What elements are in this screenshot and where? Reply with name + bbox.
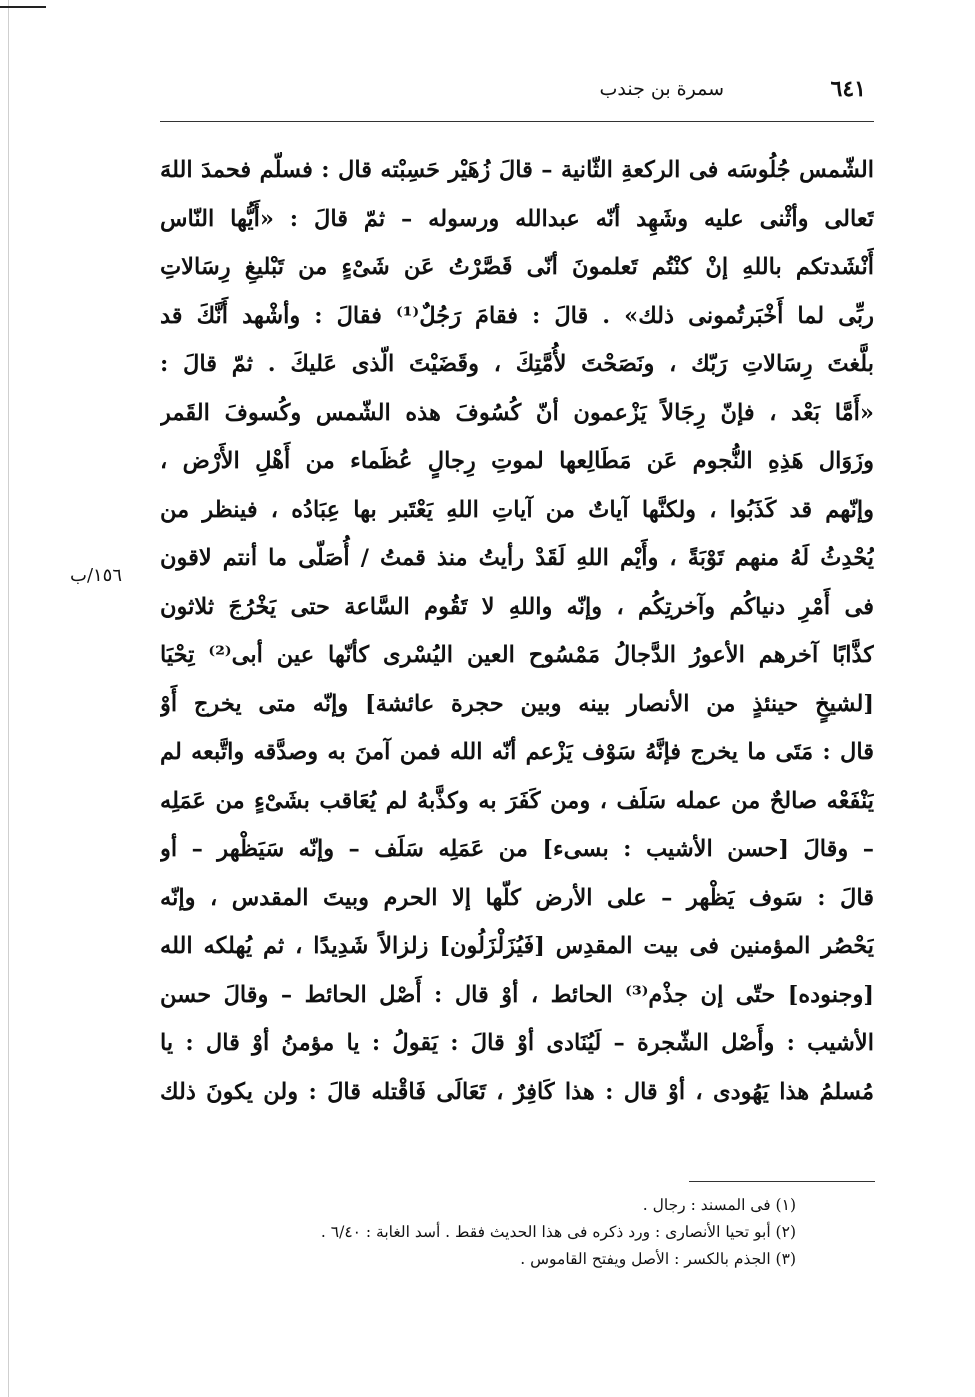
footnotes — [160, 1192, 796, 1273]
text-line: كذَّابًا آخرهم الأعورُ الدَّجالُ مَمْسُوح العين اليُسْرى كأنّها عين أبى⁽²⁾ تِحْيَا — [160, 642, 874, 668]
text-line: يُحْدِثُ لَهُ منهم تَوْبَةً ، وأَيْم اللهِ لَقَدْ رأيتُ منذ قمتُ / أُصَلّى ما أنتم لاقون — [160, 545, 874, 571]
page-header — [160, 72, 874, 110]
scan-corner-mark — [0, 6, 46, 8]
text-line: بلَّغتَ رِسَالاتِ رَبّك ، ونَصَحْتَ لأُمَّتِكَ ، وقَضَيْتَ الّذى عَليكَ . ثمّ قالَ : — [160, 351, 874, 377]
footnote-1: (١) فى المسند : رجال . — [642, 1196, 796, 1214]
text-line: وإنّهم قد كَذَبُوا ، ولكنَّها آياتٌ من آياتِ اللهِ يَعْتَبر بها عِبَادُه ، فينظر من — [160, 496, 874, 523]
text-line: وزَوَال هَذِهِ النُّجوم عَن مَطَالِعها لموتِ رِجالٍ عُظَماء من أَهْلِ الأَرْض ، — [160, 448, 874, 474]
text-line: ربِّى لما أَخْبَرتُمونى ذلك» . قالَ : فقامَ رَجُلٌ⁽¹⁾ فقالَ : وأشْهد أَنَّكَ قد — [160, 302, 874, 329]
footnote-2: (٢) أبو تحيا الأنصارى : ورد ذكره فى هذا الحديث فقط . أسد الغابة : ٦/٤٠ . — [320, 1223, 796, 1241]
text-line: مُسلمُ هذا يَهُودى ، أوْ قال : هذا كَافِرٌ ، تَعَالَى فَاقْتله قالَ : ولن يكونَ ذلك — [160, 1078, 874, 1105]
text-line: الأشيب : وأَصْل الشّجرة – لَيُنَادى أوْ قالَ : يَقولُ : يا مؤمنُ أوْ قال : يا — [160, 1030, 874, 1056]
text-line: تَعالى وأثْنى عليه وشَهِد أنّه عبدالله ورسوله – ثمّ قالَ : «أَيُّها النّاس — [160, 205, 874, 232]
text-line: فى أَمْرِ دنياكُم وآخرتِكُم ، وإنّه واللهِ لا تَقُوم السَّاعة حتى يَخْرُجَ ثلاثون — [160, 593, 874, 620]
text-line: – وقالَ [حسن الأشيب : بسىء] من عَمَلِه سَلَف – وإنّه سَيَظْهر – أو — [160, 836, 874, 862]
text-line: الشّمس جُلُوسَه فى الركعةِ الثّانية – قالَ زُهَيْر حَسِبْته قال : فسلّم فحمدَ اللهَ — [160, 157, 874, 183]
page-number: ٦٤١ — [830, 76, 866, 102]
text-line: يَحْصُر المؤمنين فى بيت المقدِس [فَيُزَلْزَلُون] زلزالاً شَدِيدًا ، ثم يُهلكه الله — [160, 933, 874, 959]
footnote-3: (٣) الجذم بالكسر : الأصل ويفتح القاموس . — [520, 1250, 796, 1268]
margin-folio-note: ١٥٦/ب — [70, 565, 123, 586]
scan-edge-line — [8, 0, 9, 1397]
body-text — [160, 146, 874, 1116]
text-line: «أَمَّا بَعْد ، فإنّ رِجَالاً يَزْعمون أنّ كُسُوفَ هذه الشّمس وكُسوفَ القَمر — [160, 399, 874, 426]
text-line: أَنْشَدتكم باللهِ إنْ كنْتُم تَعلمونَ أنّى قَصَّرْتُ عَن شَىْءٍ من تَبْليغِ رِسَالاتِ — [160, 254, 874, 280]
text-line: قالَ : سَوف يَظْهر – على الأرض كلّها إلا الحرم وبيتَ المقدس ، وإنّه — [160, 884, 874, 911]
text-line: قال : مَتَى ما يخرج فإنَّهُ سَوْف يَزْعم أنّه الله فمن آمنَ به وصدَّقه واتَّبعه لم — [160, 739, 874, 765]
text-line: يَنْفَعْه صالحٌ من عمله سَلَف ، ومن كَفَرَ به وكذَّبهُ لم يُعَاقب بشَىْءٍ من عَمَلِه — [160, 787, 874, 814]
running-title: سمرة بن جندب — [599, 78, 724, 100]
header-rule — [160, 121, 874, 122]
text-line: [وجنوده] حتّى إن جذْم⁽³⁾ الحائط ، أوْ قال : أَصْل الحائط – وقالَ حسن — [160, 981, 874, 1008]
text-line: [لشيخٍ حينئذٍ من الأنصار بينه وبين حجرة عائشة] وإنّه متى يخرج أَوْ — [160, 690, 874, 717]
footnote-rule — [689, 1181, 875, 1182]
